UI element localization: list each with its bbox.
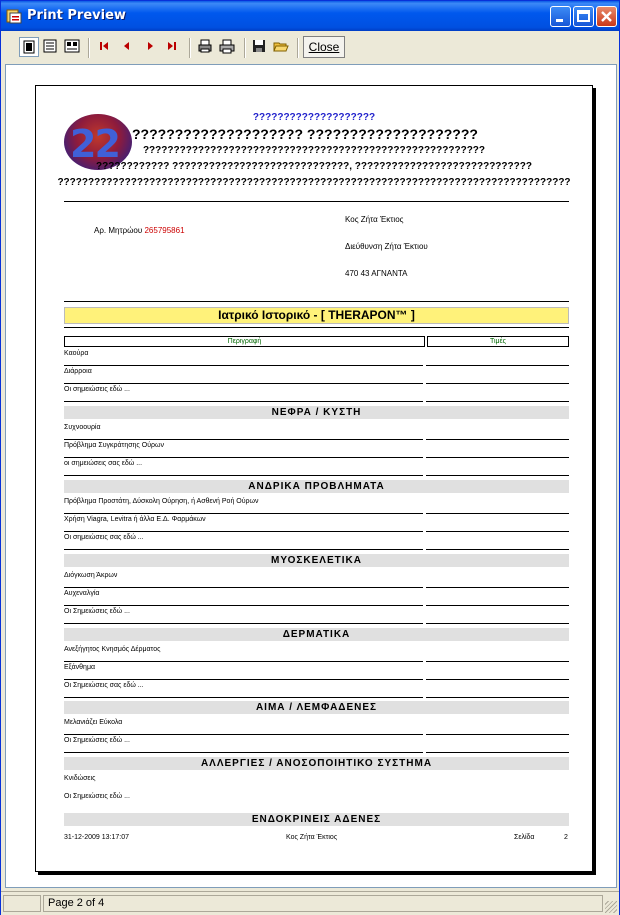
patient-address: Διεύθυνση Ζήτα Έκτιου [345,242,428,251]
table-row [64,570,569,588]
footer-timestamp: 31-12-2009 13:17:07 [64,834,129,841]
row-description: Ανεξήγητος Κνησμός Δέρματος [64,646,161,653]
section-header: ΑΝΔΡΙΚΑ ΠΡΟΒΛΗΜΑΤΑ [64,480,569,493]
patient-city: 470 43 ΑΓΝΑΝΤΑ [345,269,408,278]
table-row [64,496,569,514]
previous-page-icon [117,37,135,55]
report-header-line4: ???????????? ?????????????????????????????, ????????????????????????????? [96,161,532,172]
status-cell-empty [3,895,41,912]
table-row [64,662,569,680]
maximize-icon [574,7,593,26]
table-row [64,366,569,384]
window-title: Print Preview [27,8,126,23]
save-icon [250,37,268,55]
toolbar-separator [297,38,299,58]
footer-patient-name: Κος Ζήτα Έκτιος [286,834,338,841]
toolbar-separator [88,38,90,58]
row-description: Οι Σημειώσεις εδώ ... [64,737,130,744]
toolbar-separator [189,38,191,58]
row-description: Συχνοουρία [64,424,101,431]
report-header-line2: ???????????????????? ???????????????????? [132,126,478,142]
print-button[interactable] [218,37,238,57]
row-description: Χρήση Viagra, Levitra ή άλλα Ε.Δ. Φαρμάκων [64,516,206,523]
next-page-icon [141,37,159,55]
print-setup-icon [196,37,214,55]
banner-top-divider [64,301,569,302]
table-row [64,791,569,809]
row-description: Μελανιάζει Εύκολα [64,719,123,726]
section-header: ΝΕΦΡΑ / ΚΥΣΤΗ [64,406,569,419]
single-page-view-button[interactable] [19,37,39,57]
column-header-description: Περιγραφή [64,336,425,347]
table-row [64,644,569,662]
row-description: Κνιδώσεις [64,775,96,782]
table-row [64,384,569,402]
table-row [64,422,569,440]
open-icon [272,37,290,55]
patient-id [94,226,185,235]
row-description: Οι Σημειώσεις εδώ ... [64,608,130,615]
report-header-line1: ???????????????????? [252,112,376,123]
table-row [64,532,569,550]
toolbar-separator [244,38,246,58]
open-button[interactable] [272,37,292,57]
maximize-button[interactable] [573,6,594,27]
row-description: οι σημειώσεις σας εδώ ... [64,460,143,467]
row-description: Καούρα [64,350,89,357]
table-row [64,606,569,624]
title-bar[interactable] [1,1,619,31]
report-header-line3: ???????????????????????????????????????????????????????? [142,145,486,156]
close-button[interactable]: Close [303,36,345,58]
logo-text: 22 [70,122,119,166]
section-header: ΔΕΡΜΑΤΙΚΑ [64,628,569,641]
table-row [64,514,569,532]
row-description: Οι σημειώσεις εδώ ... [64,386,130,393]
footer-page-label: Σελίδα [514,834,535,841]
banner-bottom-divider [64,327,569,328]
patient-id-value: 265795861 [144,226,185,235]
save-button[interactable] [250,37,270,57]
minimize-icon [551,7,570,26]
row-description: Πρόβλημα Συγκράτησης Ούρων [64,442,164,449]
table-row [64,773,569,791]
table-row [64,348,569,366]
row-description: Οι σημειώσεις σας εδώ ... [64,534,144,541]
first-page-button[interactable] [95,37,115,57]
header-divider [64,201,569,202]
row-description: Πρόβλημα Προστάτη, Δύσκολη Ούρηση, ή Ασθενή Ροή Ούρων [64,498,259,505]
patient-name: Κος Ζήτα Έκτιος [345,215,404,224]
section-header: ΑΛΛΕΡΓΙΕΣ / ΑΝΟΣΟΠΟΙΗΤΙΚΟ ΣΥΣΤΗΜΑ [64,757,569,770]
row-description: Οι Σημειώσεις εδώ ... [64,793,130,800]
report-title-banner: Ιατρικό Ιστορικό - [ THERAPON™ ] [64,307,569,324]
report-page [35,85,593,872]
table-row [64,735,569,753]
footer-page-number: 2 [564,834,568,841]
status-page-info: Page 2 of 4 [43,895,603,912]
table-row [64,680,569,698]
preview-viewport[interactable] [5,64,617,888]
section-header: ΑΙΜΑ / ΛΕΜΦΑΔΕΝΕΣ [64,701,569,714]
close-icon [597,7,616,26]
table-row [64,458,569,476]
close-window-button[interactable] [596,6,617,27]
print-setup-button[interactable] [196,37,216,57]
table-row [64,440,569,458]
table-row [64,717,569,735]
page-setup-view-icon [63,37,81,55]
last-page-icon [163,37,181,55]
multi-page-view-button[interactable] [41,37,61,57]
status-bar [1,891,619,915]
multi-page-view-icon [41,37,59,55]
previous-page-button[interactable] [117,37,137,57]
next-page-button[interactable] [141,37,161,57]
minimize-button[interactable] [550,6,571,27]
print-icon [218,37,236,55]
row-description: Εξάνθημα [64,664,96,671]
page-setup-view-button[interactable] [63,37,83,57]
section-header: ΜΥΟΣΚΕΛΕΤΙΚΑ [64,554,569,567]
report-header-line5: ???????????????????????????????????????????????????????????????????????????????????? [57,177,571,188]
row-description: Διάρροια [64,368,92,375]
row-description: Αυχεναλγία [64,590,100,597]
table-row [64,588,569,606]
first-page-icon [95,37,113,55]
row-description: Διόγκωση Άκρων [64,572,118,579]
section-header: ΕΝΔΟΚΡΙΝΕΙΣ ΑΔΕΝΕΣ [64,813,569,826]
preview-toolbar [4,34,616,62]
last-page-button[interactable] [163,37,183,57]
row-description: Οι Σημειώσεις σας εδώ ... [64,682,144,689]
single-page-view-icon [20,38,38,56]
patient-id-label: Αρ. Μητρώου [94,226,143,235]
print-preview-app-icon [6,8,22,24]
resize-grip-icon[interactable] [605,901,617,913]
column-header-values: Τιμές [427,336,569,347]
